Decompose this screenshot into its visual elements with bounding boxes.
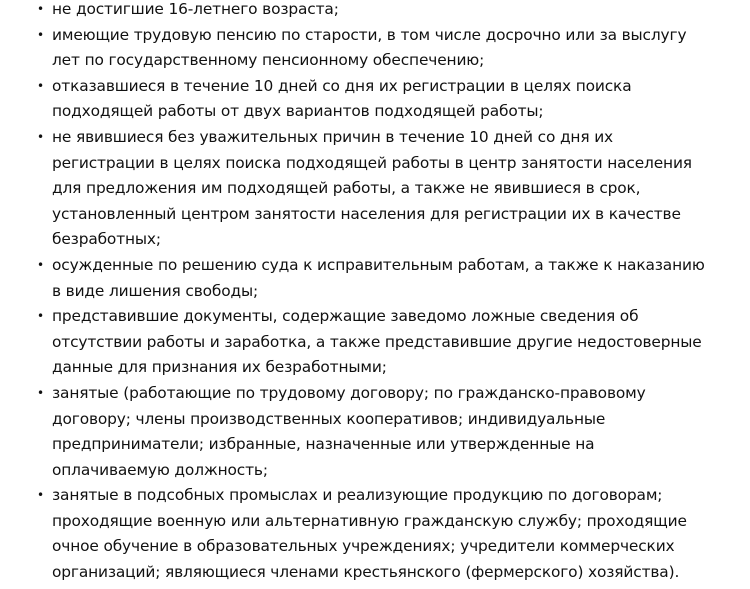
list-item-line: подходящей работы от двух вариантов подходящей работы; bbox=[52, 102, 544, 121]
bullet-icon: • bbox=[37, 488, 45, 503]
list-item-line: оплачиваемую должность; bbox=[52, 460, 268, 479]
list-item bbox=[0, 381, 687, 483]
list-item bbox=[0, 483, 687, 585]
list-item-line: проходящие военную или альтернативную гражданскую службу; проходящие bbox=[52, 511, 687, 530]
list-item-line: для предложения им подходящей работы, а также не явившиеся в срок, bbox=[52, 179, 641, 198]
list-item bbox=[0, 23, 687, 74]
list-item-line: данные для признания их безработными; bbox=[52, 358, 387, 377]
list-item-line: отсутствии работы и заработка, а также представившие другие недостоверные bbox=[52, 332, 702, 351]
list-item-line: осужденные по решению суда к исправительным работам, а также к наказанию bbox=[52, 255, 705, 274]
list-item bbox=[0, 74, 687, 125]
list-item-line: безработных; bbox=[52, 230, 161, 249]
list-item-line: предприниматели; избранные, назначенные или утвержденные на bbox=[52, 435, 595, 454]
list-item-line: имеющие трудовую пенсию по старости, в том числе досрочно или за выслугу bbox=[52, 25, 687, 44]
bullet-icon: • bbox=[37, 309, 45, 324]
list-item-line: в виде лишения свободы; bbox=[52, 281, 259, 300]
list-item bbox=[0, 125, 692, 253]
bullet-icon: • bbox=[37, 27, 45, 42]
bullet-icon: • bbox=[37, 78, 45, 93]
bullet-icon: • bbox=[37, 2, 45, 16]
list-item-line: установленный центром занятости населения для регистрации их в качестве bbox=[52, 204, 681, 223]
list-item-line: не достигшие 16-летнего возраста; bbox=[52, 0, 339, 18]
list-item-line: лет по государственному пенсионному обеспечению; bbox=[52, 51, 485, 70]
list-item-line: занятые в подсобных промыслах и реализующие продукцию по договорам; bbox=[52, 486, 663, 505]
list-item-line: организаций; являющиеся членами крестьянского (фермерского) хозяйства). bbox=[52, 563, 680, 582]
bullet-icon: • bbox=[37, 385, 45, 400]
bullet-icon: • bbox=[37, 129, 45, 144]
list-item-line: очное обучение в образовательных учреждениях; учредители коммерческих bbox=[52, 537, 675, 556]
list-item bbox=[0, 253, 705, 304]
list-item-line: занятые (работающие по трудовому договору; по гражданско-правовому bbox=[52, 383, 646, 402]
list-item-line: отказавшиеся в течение 10 дней со дня их регистрации в целях поиска bbox=[52, 76, 632, 95]
list-item bbox=[0, 0, 687, 23]
bullet-icon: • bbox=[37, 257, 45, 272]
list-item-line: не явившиеся без уважительных причин в течение 10 дней со дня их bbox=[52, 127, 614, 146]
list-item-line: договору; члены производственных кооперативов; индивидуальные bbox=[52, 409, 606, 428]
list-item-line: представившие документы, содержащие заведомо ложные сведения об bbox=[52, 307, 639, 326]
list-item bbox=[0, 304, 702, 381]
list-item-line: регистрации в целях поиска подходящей работы в центр занятости населения bbox=[52, 153, 692, 172]
